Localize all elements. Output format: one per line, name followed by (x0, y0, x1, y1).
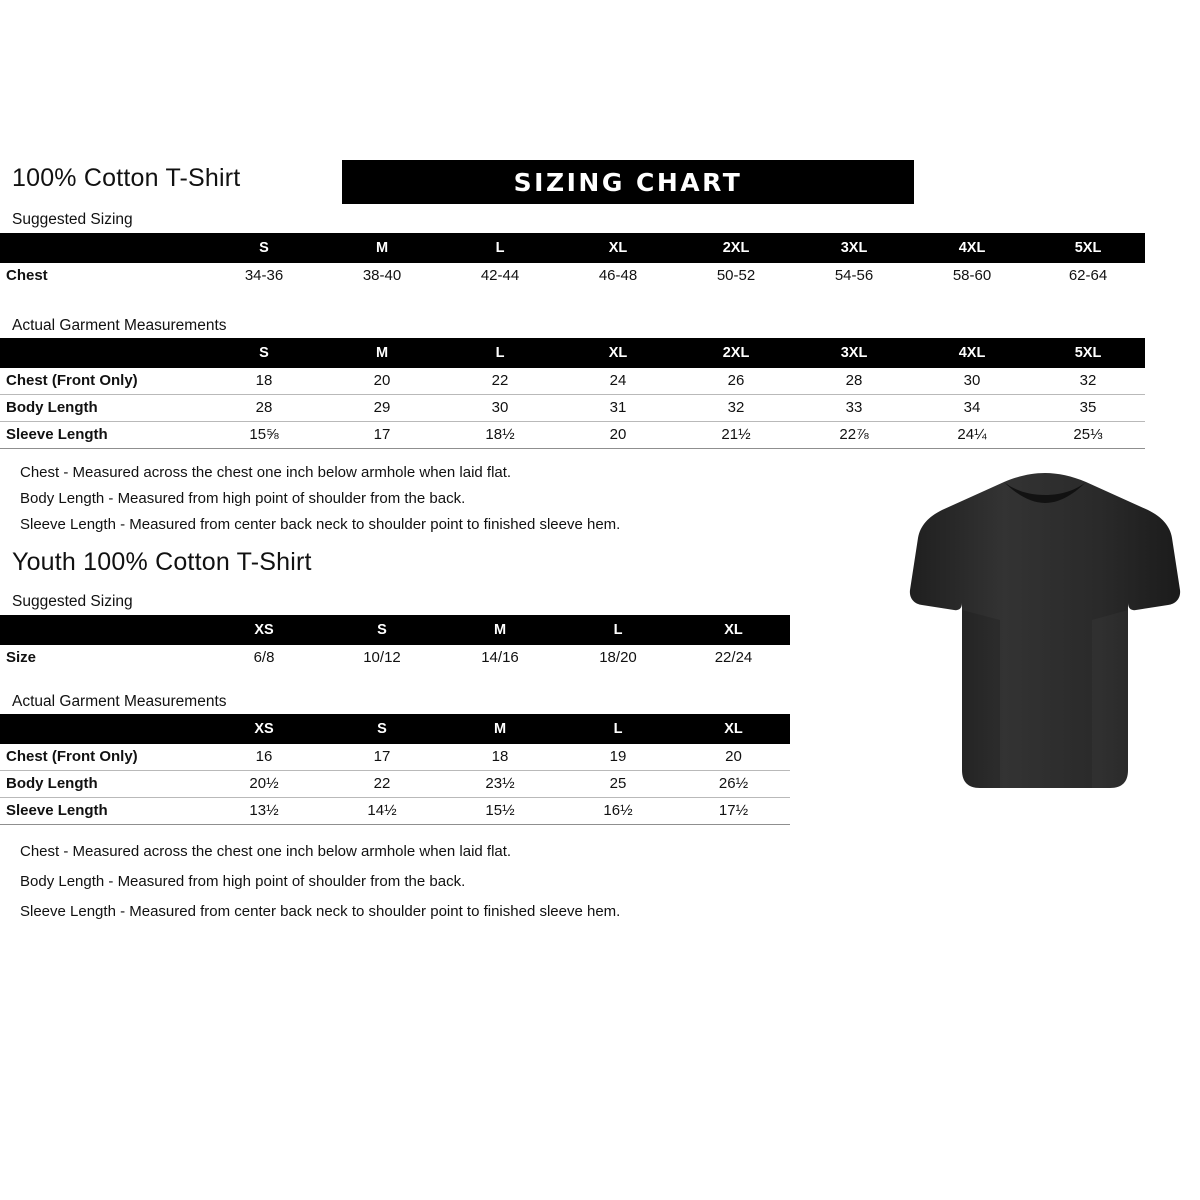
col-header-m: M (323, 338, 441, 368)
cell-sleeve-xs: 13½ (205, 798, 323, 825)
youth-actual-measurements-table (0, 714, 790, 825)
cell-chest-l: 22 (441, 368, 559, 395)
row-label-chest-front-only: Chest (Front Only) (0, 744, 205, 771)
cell-chest-5xl: 32 (1031, 368, 1145, 395)
youth-note-chest: Chest - Measured across the chest one inch below armhole when laid flat. (20, 843, 512, 860)
cell-chest-4xl: 58-60 (952, 267, 992, 284)
cell-chest-xs: 16 (205, 744, 323, 771)
table-header-row (0, 233, 1145, 263)
col-header-s: S (323, 615, 441, 645)
cell-body-l: 30 (441, 395, 559, 422)
cell-sleeve-m: 17 (323, 422, 441, 449)
cell-sleeve-xl: 17½ (677, 798, 790, 825)
cell-body-2xl: 32 (677, 395, 795, 422)
adult-note-chest: Chest - Measured across the chest one inch below armhole when laid flat. (20, 464, 512, 481)
youth-actual-measurements-label: Actual Garment Measurements (12, 693, 227, 710)
table-row (0, 263, 1145, 289)
cell-chest-xl: 46-48 (598, 267, 638, 284)
youth-note-body-length: Body Length - Measured from high point of shoulder from the back. (20, 873, 466, 890)
sizing-chart-banner-label: SIZING CHART (513, 168, 743, 197)
col-header-l: L (559, 714, 677, 744)
table-row (0, 744, 790, 771)
table-row (0, 771, 790, 798)
row-label-sleeve-length: Sleeve Length (0, 798, 205, 825)
cell-chest-5xl: 62-64 (1068, 267, 1108, 284)
col-header-5xl: 5XL (1031, 233, 1145, 263)
cell-sleeve-l: 18½ (441, 422, 559, 449)
page-title: 100% Cotton T-Shirt (12, 164, 241, 192)
cell-size-l: 18/20 (599, 649, 637, 666)
cell-sleeve-4xl: 24¼ (913, 422, 1031, 449)
cell-size-s: 10/12 (363, 649, 401, 666)
adult-note-body-length: Body Length - Measured from high point of shoulder from the back. (20, 490, 466, 507)
cell-chest-xl: 24 (559, 368, 677, 395)
cell-size-m: 14/16 (481, 649, 519, 666)
cell-chest-s: 34-36 (244, 267, 284, 284)
cell-body-5xl: 35 (1031, 395, 1145, 422)
cell-body-xs: 20½ (205, 771, 323, 798)
cell-body-s: 28 (205, 395, 323, 422)
col-header-l: L (441, 338, 559, 368)
col-header-m: M (441, 714, 559, 744)
cell-body-3xl: 33 (795, 395, 913, 422)
cell-body-4xl: 34 (913, 395, 1031, 422)
col-header-xl: XL (559, 233, 677, 263)
cell-sleeve-l: 16½ (559, 798, 677, 825)
table-row (0, 645, 790, 671)
cell-chest-3xl: 54-56 (834, 267, 874, 284)
cell-chest-l: 19 (559, 744, 677, 771)
col-header-4xl: 4XL (913, 233, 1031, 263)
cell-sleeve-3xl: 22⅞ (795, 422, 913, 449)
col-header-s: S (323, 714, 441, 744)
col-header-xl: XL (559, 338, 677, 368)
table-row (0, 798, 790, 825)
row-label-sleeve-length: Sleeve Length (0, 422, 205, 449)
cell-chest-4xl: 30 (913, 368, 1031, 395)
row-label-chest: Chest (6, 267, 48, 284)
table-header-row (0, 338, 1145, 368)
col-header-xs: XS (205, 714, 323, 744)
col-header-3xl: 3XL (795, 338, 913, 368)
row-label-chest-front-only: Chest (Front Only) (0, 368, 205, 395)
cell-sleeve-s: 14½ (323, 798, 441, 825)
col-header-blank (0, 615, 205, 645)
youth-suggested-sizing-label: Suggested Sizing (12, 593, 133, 610)
col-header-blank (0, 233, 205, 263)
sizing-chart-banner (342, 160, 914, 204)
col-header-m: M (441, 615, 559, 645)
cell-chest-l: 42-44 (480, 267, 520, 284)
col-header-4xl: 4XL (913, 338, 1031, 368)
youth-note-sleeve-length: Sleeve Length - Measured from center back neck to shoulder point to finished sleeve hem. (20, 903, 621, 920)
col-header-blank (0, 338, 205, 368)
cell-chest-m: 20 (323, 368, 441, 395)
row-label-size: Size (6, 649, 37, 666)
cell-chest-2xl: 50-52 (716, 267, 756, 284)
table-row (0, 368, 1145, 395)
col-header-3xl: 3XL (795, 233, 913, 263)
youth-suggested-sizing-table (0, 615, 790, 671)
col-header-blank (0, 714, 205, 744)
adult-actual-measurements-label: Actual Garment Measurements (12, 317, 227, 334)
cell-chest-m: 18 (441, 744, 559, 771)
adult-suggested-sizing-label: Suggested Sizing (12, 211, 133, 228)
col-header-xs: XS (205, 615, 323, 645)
col-header-xl: XL (677, 615, 790, 645)
cell-body-xl: 31 (559, 395, 677, 422)
youth-title: Youth 100% Cotton T-Shirt (12, 548, 312, 576)
cell-size-xs: 6/8 (253, 649, 275, 666)
cell-chest-m: 38-40 (362, 267, 402, 284)
cell-size-xl: 22/24 (714, 649, 753, 666)
cell-sleeve-s: 15⅝ (205, 422, 323, 449)
cell-body-m: 29 (323, 395, 441, 422)
cell-body-s: 22 (323, 771, 441, 798)
cell-chest-s: 18 (205, 368, 323, 395)
cell-chest-2xl: 26 (677, 368, 795, 395)
cell-body-m: 23½ (441, 771, 559, 798)
page-header (12, 160, 912, 204)
col-header-s: S (205, 338, 323, 368)
tshirt-illustration (900, 470, 1190, 810)
col-header-2xl: 2XL (677, 338, 795, 368)
col-header-2xl: 2XL (677, 233, 795, 263)
cell-chest-s: 17 (323, 744, 441, 771)
table-row (0, 395, 1145, 422)
col-header-l: L (559, 615, 677, 645)
cell-chest-3xl: 28 (795, 368, 913, 395)
row-label-body-length: Body Length (0, 771, 205, 798)
cell-sleeve-m: 15½ (441, 798, 559, 825)
cell-chest-xl: 20 (677, 744, 790, 771)
cell-sleeve-2xl: 21½ (677, 422, 795, 449)
adult-actual-measurements-table (0, 338, 1145, 449)
adult-note-sleeve-length: Sleeve Length - Measured from center back neck to shoulder point to finished sleeve hem. (20, 516, 621, 533)
col-header-xl: XL (677, 714, 790, 744)
cell-sleeve-5xl: 25⅓ (1031, 422, 1145, 449)
adult-suggested-sizing-table (0, 233, 1145, 289)
col-header-5xl: 5XL (1031, 338, 1145, 368)
col-header-m: M (323, 233, 441, 263)
table-header-row (0, 615, 790, 645)
row-label-body-length: Body Length (0, 395, 205, 422)
col-header-s: S (205, 233, 323, 263)
cell-body-l: 25 (559, 771, 677, 798)
table-header-row (0, 714, 790, 744)
table-row (0, 422, 1145, 449)
cell-sleeve-xl: 20 (559, 422, 677, 449)
col-header-l: L (441, 233, 559, 263)
cell-body-xl: 26½ (677, 771, 790, 798)
